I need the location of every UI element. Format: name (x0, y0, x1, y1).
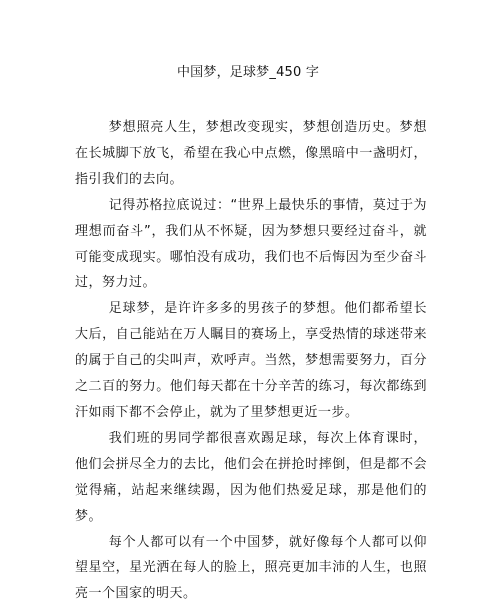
paragraph: 足球梦，是许许多多的男孩子的梦想。他们都希望长大后，自己能站在万人瞩目的赛场上，享受热情的球迷带来的属于自己的尖叫声，欢呼声。当然，梦想需要努力，百分之二百的努力。他们每天都在十分辛苦的练习，每次都练到汗如雨下都不会停止，就为了里梦想更近一步。 (75, 296, 427, 426)
paragraph: 每个人都可以有一个中国梦，就好像每个人都可以仰望星空，星光洒在每人的脸上，照亮更加丰沛的人生，也照亮一个国家的明天。 (75, 530, 427, 607)
document-title: 中国梦，足球梦_450 字 (0, 63, 496, 83)
paragraph: 我们班的男同学都很喜欢踢足球，每次上体育课时，他们会拼尽全力的去比，他们会在拼抢时摔倒，但是都不会觉得痛，站起来继续踢，因为他们热爱足球，那是他们的梦。 (75, 426, 427, 530)
paragraph: 记得苏格拉底说过：“世界上最快乐的事情，莫过于为理想而奋斗”，我们从不怀疑，因为梦想只要经过奋斗，就可能变成现实。哪怕没有成功，我们也不后悔因为至少奋斗过，努力过。 (75, 193, 427, 297)
paragraph: 梦想照亮人生，梦想改变现实，梦想创造历史。梦想在长城脚下放飞，希望在我心中点燃，像黑暗中一盏明灯，指引我们的去向。 (75, 115, 427, 193)
document-body (75, 115, 427, 607)
